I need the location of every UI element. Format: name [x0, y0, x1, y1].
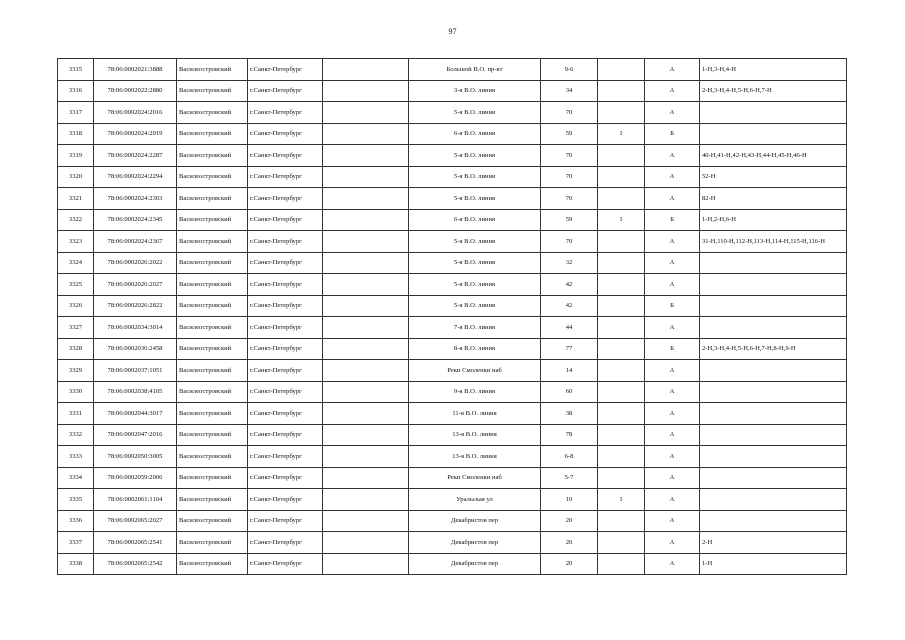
- row-number-cell: 3334: [58, 467, 94, 489]
- cadastral-number-cell: 78:06:0002036:2458: [94, 338, 177, 360]
- cadastral-number-cell: 78:06:0002024:2367: [94, 231, 177, 253]
- district-cell: Василеостровский: [177, 102, 248, 124]
- premises-list-cell: [700, 467, 847, 489]
- building-number-cell: [598, 102, 645, 124]
- category-letter-cell: А: [645, 489, 700, 511]
- category-letter-cell: А: [645, 424, 700, 446]
- district-cell: Василеостровский: [177, 80, 248, 102]
- building-number-cell: [598, 553, 645, 575]
- row-number-cell: 3331: [58, 403, 94, 425]
- premises-list-cell: [700, 123, 847, 145]
- city-cell: г.Санкт-Петербург: [248, 510, 323, 532]
- row-number-cell: 3322: [58, 209, 94, 231]
- city-cell: г.Санкт-Петербург: [248, 145, 323, 167]
- cadastral-number-cell: 78:06:0002024:2303: [94, 188, 177, 210]
- district-cell: Василеостровский: [177, 231, 248, 253]
- building-number-cell: [598, 252, 645, 274]
- category-letter-cell: А: [645, 553, 700, 575]
- empty-cell-cell: [323, 532, 409, 554]
- row-number-cell: 3326: [58, 295, 94, 317]
- building-number-cell: [598, 338, 645, 360]
- building-number-cell: 1: [598, 123, 645, 145]
- premises-list-cell: [700, 424, 847, 446]
- building-number-cell: [598, 467, 645, 489]
- house-number-cell: 77: [541, 338, 598, 360]
- table-row: [58, 446, 847, 468]
- premises-list-cell: 2-Н,3-Н,4-Н,5-Н,6-Н,7-Н,8-Н,9-Н: [700, 338, 847, 360]
- empty-cell-cell: [323, 424, 409, 446]
- house-number-cell: 20: [541, 553, 598, 575]
- empty-cell-cell: [323, 360, 409, 382]
- premises-list-cell: 2-Н: [700, 532, 847, 554]
- table-row: [58, 467, 847, 489]
- empty-cell-cell: [323, 102, 409, 124]
- house-number-cell: 42: [541, 274, 598, 296]
- table-row: [58, 532, 847, 554]
- street-cell: 7-я В.О. линия: [409, 317, 541, 339]
- empty-cell-cell: [323, 252, 409, 274]
- category-letter-cell: Б: [645, 123, 700, 145]
- house-number-cell: 44: [541, 317, 598, 339]
- row-number-cell: 3333: [58, 446, 94, 468]
- category-letter-cell: А: [645, 467, 700, 489]
- house-number-cell: 20: [541, 532, 598, 554]
- district-cell: Василеостровский: [177, 510, 248, 532]
- empty-cell-cell: [323, 123, 409, 145]
- empty-cell-cell: [323, 166, 409, 188]
- table-row: [58, 145, 847, 167]
- building-number-cell: [598, 231, 645, 253]
- table-row: [58, 102, 847, 124]
- row-number-cell: 3319: [58, 145, 94, 167]
- city-cell: г.Санкт-Петербург: [248, 532, 323, 554]
- house-number-cell: 78: [541, 424, 598, 446]
- city-cell: г.Санкт-Петербург: [248, 403, 323, 425]
- row-number-cell: 3324: [58, 252, 94, 274]
- table-row: [58, 424, 847, 446]
- row-number-cell: 3318: [58, 123, 94, 145]
- cadastral-number-cell: 78:06:0002026:2027: [94, 274, 177, 296]
- table-row: [58, 489, 847, 511]
- district-cell: Василеостровский: [177, 360, 248, 382]
- building-number-cell: [598, 424, 645, 446]
- table-row: [58, 80, 847, 102]
- category-letter-cell: А: [645, 317, 700, 339]
- district-cell: Василеостровский: [177, 209, 248, 231]
- street-cell: 5-я В.О. линия: [409, 295, 541, 317]
- table-row: [58, 295, 847, 317]
- table-row: [58, 59, 847, 81]
- building-number-cell: [598, 59, 645, 81]
- table-row: [58, 317, 847, 339]
- premises-list-cell: [700, 446, 847, 468]
- district-cell: Василеостровский: [177, 274, 248, 296]
- street-cell: 8-я В.О. линия: [409, 338, 541, 360]
- cadastral-number-cell: 78:06:0002024:2294: [94, 166, 177, 188]
- city-cell: г.Санкт-Петербург: [248, 424, 323, 446]
- building-number-cell: [598, 295, 645, 317]
- street-cell: 11-я В.О. линия: [409, 403, 541, 425]
- property-register-table: [57, 58, 847, 575]
- premises-list-cell: 1-Н,3-Н,4-Н: [700, 59, 847, 81]
- cadastral-number-cell: 78:06:0002038:4105: [94, 381, 177, 403]
- street-cell: Декабристов пер: [409, 510, 541, 532]
- house-number-cell: 42: [541, 295, 598, 317]
- premises-list-cell: [700, 489, 847, 511]
- house-number-cell: 6-8: [541, 446, 598, 468]
- house-number-cell: 38: [541, 403, 598, 425]
- city-cell: г.Санкт-Петербург: [248, 166, 323, 188]
- category-letter-cell: А: [645, 446, 700, 468]
- category-letter-cell: А: [645, 252, 700, 274]
- empty-cell-cell: [323, 274, 409, 296]
- table-row: [58, 274, 847, 296]
- city-cell: г.Санкт-Петербург: [248, 295, 323, 317]
- empty-cell-cell: [323, 338, 409, 360]
- house-number-cell: 70: [541, 102, 598, 124]
- house-number-cell: 70: [541, 166, 598, 188]
- house-number-cell: 14: [541, 360, 598, 382]
- street-cell: Декабристов пер: [409, 532, 541, 554]
- street-cell: 5-я В.О. линия: [409, 274, 541, 296]
- building-number-cell: 1: [598, 209, 645, 231]
- cadastral-number-cell: 78:06:0002047:2016: [94, 424, 177, 446]
- house-number-cell: 5-7: [541, 467, 598, 489]
- street-cell: Большой В.О. пр-кт: [409, 59, 541, 81]
- city-cell: г.Санкт-Петербург: [248, 381, 323, 403]
- street-cell: Декабристов пер: [409, 553, 541, 575]
- table-row: [58, 360, 847, 382]
- empty-cell-cell: [323, 209, 409, 231]
- table-row: [58, 231, 847, 253]
- city-cell: г.Санкт-Петербург: [248, 338, 323, 360]
- city-cell: г.Санкт-Петербург: [248, 489, 323, 511]
- district-cell: Василеостровский: [177, 145, 248, 167]
- empty-cell-cell: [323, 489, 409, 511]
- house-number-cell: 59: [541, 123, 598, 145]
- empty-cell-cell: [323, 381, 409, 403]
- premises-list-cell: 82-Н: [700, 188, 847, 210]
- building-number-cell: [598, 317, 645, 339]
- row-number-cell: 3323: [58, 231, 94, 253]
- building-number-cell: [598, 166, 645, 188]
- row-number-cell: 3325: [58, 274, 94, 296]
- house-number-cell: 70: [541, 188, 598, 210]
- empty-cell-cell: [323, 145, 409, 167]
- street-cell: Реки Смоленки наб: [409, 360, 541, 382]
- district-cell: Василеостровский: [177, 467, 248, 489]
- page-number: 97: [448, 27, 457, 36]
- cadastral-number-cell: 78:06:0002026:2022: [94, 252, 177, 274]
- row-number-cell: 3328: [58, 338, 94, 360]
- table-row: [58, 166, 847, 188]
- category-letter-cell: А: [645, 510, 700, 532]
- city-cell: г.Санкт-Петербург: [248, 360, 323, 382]
- cadastral-number-cell: 78:06:0002034:3014: [94, 317, 177, 339]
- premises-list-cell: 1-Н: [700, 553, 847, 575]
- building-number-cell: [598, 446, 645, 468]
- table-row: [58, 209, 847, 231]
- category-letter-cell: А: [645, 166, 700, 188]
- category-letter-cell: А: [645, 360, 700, 382]
- street-cell: 5-я В.О. линия: [409, 102, 541, 124]
- street-cell: 5-я В.О. линия: [409, 188, 541, 210]
- table-row: [58, 403, 847, 425]
- cadastral-number-cell: 78:06:0002065:2542: [94, 553, 177, 575]
- city-cell: г.Санкт-Петербург: [248, 209, 323, 231]
- category-letter-cell: Б: [645, 338, 700, 360]
- street-cell: 13-я В.О. линия: [409, 424, 541, 446]
- empty-cell-cell: [323, 467, 409, 489]
- premises-list-cell: [700, 317, 847, 339]
- cadastral-number-cell: 78:06:0002022:2880: [94, 80, 177, 102]
- house-number-cell: 70: [541, 231, 598, 253]
- house-number-cell: 34: [541, 80, 598, 102]
- city-cell: г.Санкт-Петербург: [248, 188, 323, 210]
- row-number-cell: 3321: [58, 188, 94, 210]
- category-letter-cell: А: [645, 532, 700, 554]
- row-number-cell: 3327: [58, 317, 94, 339]
- premises-list-cell: 52-Н: [700, 166, 847, 188]
- cadastral-number-cell: 78:06:0002024:2016: [94, 102, 177, 124]
- district-cell: Василеостровский: [177, 295, 248, 317]
- district-cell: Василеостровский: [177, 252, 248, 274]
- building-number-cell: [598, 145, 645, 167]
- district-cell: Василеостровский: [177, 338, 248, 360]
- district-cell: Василеостровский: [177, 59, 248, 81]
- premises-list-cell: [700, 381, 847, 403]
- building-number-cell: [598, 80, 645, 102]
- category-letter-cell: А: [645, 145, 700, 167]
- empty-cell-cell: [323, 231, 409, 253]
- empty-cell-cell: [323, 317, 409, 339]
- premises-list-cell: [700, 295, 847, 317]
- row-number-cell: 3316: [58, 80, 94, 102]
- row-number-cell: 3330: [58, 381, 94, 403]
- building-number-cell: [598, 274, 645, 296]
- city-cell: г.Санкт-Петербург: [248, 80, 323, 102]
- building-number-cell: [598, 360, 645, 382]
- house-number-cell: 70: [541, 145, 598, 167]
- premises-list-cell: [700, 252, 847, 274]
- street-cell: 5-я В.О. линия: [409, 231, 541, 253]
- street-cell: 9-я В.О. линия: [409, 381, 541, 403]
- empty-cell-cell: [323, 446, 409, 468]
- street-cell: 5-я В.О. линия: [409, 252, 541, 274]
- row-number-cell: 3337: [58, 532, 94, 554]
- table-row: [58, 252, 847, 274]
- building-number-cell: [598, 381, 645, 403]
- empty-cell-cell: [323, 295, 409, 317]
- table-body: [58, 59, 847, 575]
- street-cell: 6-я В.О. линия: [409, 123, 541, 145]
- row-number-cell: 3320: [58, 166, 94, 188]
- table-row: [58, 510, 847, 532]
- cadastral-number-cell: 78:06:0002024:2019: [94, 123, 177, 145]
- empty-cell-cell: [323, 188, 409, 210]
- street-cell: 5-я В.О. линия: [409, 145, 541, 167]
- house-number-cell: 60: [541, 381, 598, 403]
- house-number-cell: 32: [541, 252, 598, 274]
- cadastral-number-cell: 78:06:0002024:2345: [94, 209, 177, 231]
- building-number-cell: [598, 403, 645, 425]
- district-cell: Василеостровский: [177, 188, 248, 210]
- premises-list-cell: [700, 403, 847, 425]
- row-number-cell: 3315: [58, 59, 94, 81]
- premises-list-cell: [700, 274, 847, 296]
- empty-cell-cell: [323, 80, 409, 102]
- building-number-cell: [598, 510, 645, 532]
- empty-cell-cell: [323, 553, 409, 575]
- cadastral-number-cell: 78:06:0002021:3888: [94, 59, 177, 81]
- cadastral-number-cell: 78:06:0002065:2541: [94, 532, 177, 554]
- category-letter-cell: А: [645, 231, 700, 253]
- premises-list-cell: [700, 360, 847, 382]
- category-letter-cell: А: [645, 59, 700, 81]
- category-letter-cell: Б: [645, 209, 700, 231]
- category-letter-cell: А: [645, 80, 700, 102]
- city-cell: г.Санкт-Петербург: [248, 123, 323, 145]
- cadastral-number-cell: 78:06:0002024:2287: [94, 145, 177, 167]
- cadastral-number-cell: 78:06:0002050:3005: [94, 446, 177, 468]
- cadastral-number-cell: 78:06:0002044:3017: [94, 403, 177, 425]
- city-cell: г.Санкт-Петербург: [248, 553, 323, 575]
- city-cell: г.Санкт-Петербург: [248, 467, 323, 489]
- table-row: [58, 553, 847, 575]
- category-letter-cell: Б: [645, 295, 700, 317]
- city-cell: г.Санкт-Петербург: [248, 59, 323, 81]
- cadastral-number-cell: 78:06:0002061:1104: [94, 489, 177, 511]
- category-letter-cell: А: [645, 403, 700, 425]
- district-cell: Василеостровский: [177, 446, 248, 468]
- cadastral-number-cell: 78:06:0002026:2822: [94, 295, 177, 317]
- district-cell: Василеостровский: [177, 123, 248, 145]
- row-number-cell: 3338: [58, 553, 94, 575]
- city-cell: г.Санкт-Петербург: [248, 446, 323, 468]
- street-cell: 6-я В.О. линия: [409, 209, 541, 231]
- district-cell: Василеостровский: [177, 424, 248, 446]
- cadastral-number-cell: 78:06:0002065:2027: [94, 510, 177, 532]
- premises-list-cell: [700, 102, 847, 124]
- premises-list-cell: 40-Н,41-Н,42-Н,43-Н,44-Н,45-Н,46-Н: [700, 145, 847, 167]
- premises-list-cell: [700, 510, 847, 532]
- district-cell: Василеостровский: [177, 166, 248, 188]
- house-number-cell: 20: [541, 510, 598, 532]
- district-cell: Василеостровский: [177, 403, 248, 425]
- house-number-cell: 59: [541, 209, 598, 231]
- street-cell: 3-я В.О. линия: [409, 80, 541, 102]
- empty-cell-cell: [323, 403, 409, 425]
- city-cell: г.Санкт-Петербург: [248, 317, 323, 339]
- street-cell: 13-я В.О. линия: [409, 446, 541, 468]
- row-number-cell: 3336: [58, 510, 94, 532]
- cadastral-number-cell: 78:06:0002059:2006: [94, 467, 177, 489]
- street-cell: Реки Смоленки наб: [409, 467, 541, 489]
- district-cell: Василеостровский: [177, 381, 248, 403]
- category-letter-cell: А: [645, 274, 700, 296]
- district-cell: Василеостровский: [177, 317, 248, 339]
- street-cell: 5-я В.О. линия: [409, 166, 541, 188]
- category-letter-cell: А: [645, 188, 700, 210]
- table-row: [58, 123, 847, 145]
- city-cell: г.Санкт-Петербург: [248, 231, 323, 253]
- building-number-cell: [598, 188, 645, 210]
- table-row: [58, 188, 847, 210]
- table-row: [58, 381, 847, 403]
- table-row: [58, 338, 847, 360]
- district-cell: Василеостровский: [177, 553, 248, 575]
- premises-list-cell: 1-Н,2-Н,6-Н: [700, 209, 847, 231]
- building-number-cell: 1: [598, 489, 645, 511]
- row-number-cell: 3335: [58, 489, 94, 511]
- empty-cell-cell: [323, 59, 409, 81]
- category-letter-cell: А: [645, 381, 700, 403]
- city-cell: г.Санкт-Петербург: [248, 102, 323, 124]
- cadastral-number-cell: 78:06:0002037:1051: [94, 360, 177, 382]
- house-number-cell: 9-6: [541, 59, 598, 81]
- city-cell: г.Санкт-Петербург: [248, 252, 323, 274]
- street-cell: Уральская ул: [409, 489, 541, 511]
- city-cell: г.Санкт-Петербург: [248, 274, 323, 296]
- row-number-cell: 3332: [58, 424, 94, 446]
- category-letter-cell: А: [645, 102, 700, 124]
- building-number-cell: [598, 532, 645, 554]
- row-number-cell: 3329: [58, 360, 94, 382]
- house-number-cell: 10: [541, 489, 598, 511]
- premises-list-cell: 31-Н,110-Н,112-Н,113-Н,114-Н,115-Н,116-Н: [700, 231, 847, 253]
- empty-cell-cell: [323, 510, 409, 532]
- row-number-cell: 3317: [58, 102, 94, 124]
- district-cell: Василеостровский: [177, 532, 248, 554]
- district-cell: Василеостровский: [177, 489, 248, 511]
- premises-list-cell: 2-Н,3-Н,4-Н,5-Н,6-Н,7-Н: [700, 80, 847, 102]
